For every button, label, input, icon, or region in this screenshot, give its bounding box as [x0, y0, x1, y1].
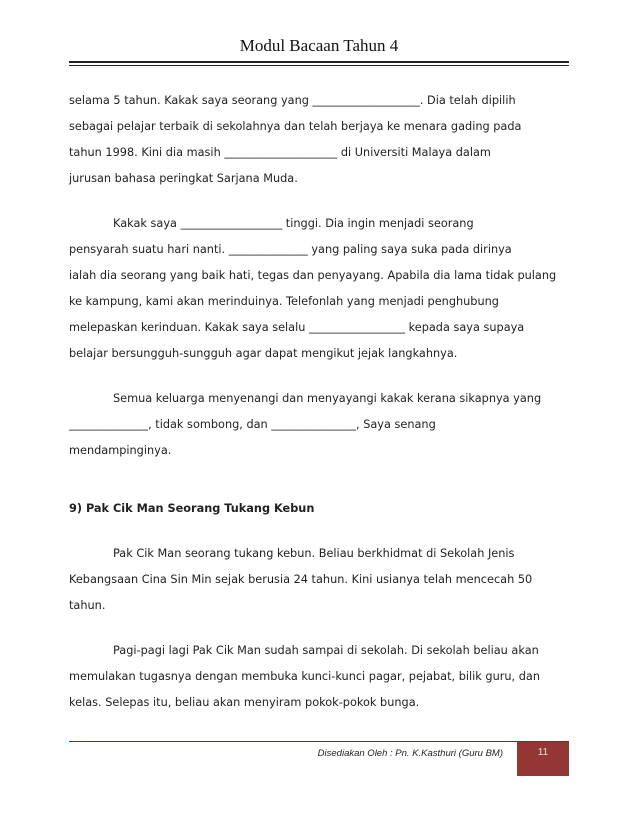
footer-prepared-by: Disediakan Oleh : Pn. K.Kasthuri (Guru BM) — [317, 748, 503, 759]
paragraph-line: Kebangsaan Cina Sin Min sejak berusia 24 tahun. Kini usianya telah mencecah 50 — [69, 573, 533, 586]
paragraph-line: pensyarah suatu hari nanti. ______________ yang paling saya suka pada dirinya — [69, 243, 512, 256]
paragraph-3 — [69, 386, 569, 464]
paragraph-line: Pagi-pagi lagi Pak Cik Man sudah sampai di sekolah. Di sekolah beliau akan — [113, 644, 539, 657]
paragraph-line: Pak Cik Man seorang tukang kebun. Beliau berkhidmat di Sekolah Jenis — [113, 547, 515, 560]
paragraph-line: ialah dia seorang yang baik hati, tegas dan penyayang. Apabila dia lama tidak pulang — [69, 269, 557, 282]
section-heading: 9) Pak Cik Man Seorang Tukang Kebun — [69, 502, 315, 515]
header-rule — [69, 61, 569, 63]
paragraph-line: tahun 1998. Kini dia masih ____________________ di Universiti Malaya dalam — [69, 146, 491, 159]
paragraph-line: sebagai pelajar terbaik di sekolahnya dan telah berjaya ke menara gading pada — [69, 120, 522, 133]
paragraph-4 — [69, 541, 569, 619]
page-header-title: Modul Bacaan Tahun 4 — [239, 36, 399, 55]
paragraph-line: selama 5 tahun. Kakak saya seorang yang ___________________. Dia telah dipilih — [69, 94, 516, 107]
paragraph-line: Semua keluarga menyenangi dan menyayangi kakak kerana sikapnya yang — [113, 392, 542, 405]
paragraph-1 — [69, 88, 569, 192]
paragraph-line: jurusan bahasa peringkat Sarjana Muda. — [69, 172, 298, 185]
page-number-badge — [517, 742, 569, 776]
paragraph-line: melepaskan kerinduan. Kakak saya selalu _________________ kepada saya supaya — [69, 321, 525, 334]
paragraph-line: tahun. — [69, 599, 106, 612]
paragraph-line: Kakak saya __________________ tinggi. Dia ingin menjadi seorang — [113, 217, 474, 230]
paragraph-line: ______________, tidak sombong, dan _______________, Saya senang — [69, 418, 436, 431]
paragraph-line: belajar bersungguh-sungguh agar dapat mengikut jejak langkahnya. — [69, 347, 458, 360]
header-rule-thin — [69, 65, 569, 66]
page-body — [69, 88, 569, 716]
paragraph-line: ke kampung, kami akan merinduinya. Telefonlah yang menjadi penghubung — [69, 295, 499, 308]
page-footer — [69, 741, 569, 776]
paragraph-line: memulakan tugasnya dengan membuka kunci-kunci pagar, pejabat, bilik guru, dan — [69, 670, 540, 683]
page-number: 11 — [537, 747, 549, 758]
paragraph-line: mendampinginya. — [69, 444, 172, 457]
paragraph-5 — [69, 638, 569, 716]
paragraph-2 — [69, 211, 569, 367]
paragraph-line: kelas. Selepas itu, beliau akan menyiram pokok-pokok bunga. — [69, 696, 420, 709]
